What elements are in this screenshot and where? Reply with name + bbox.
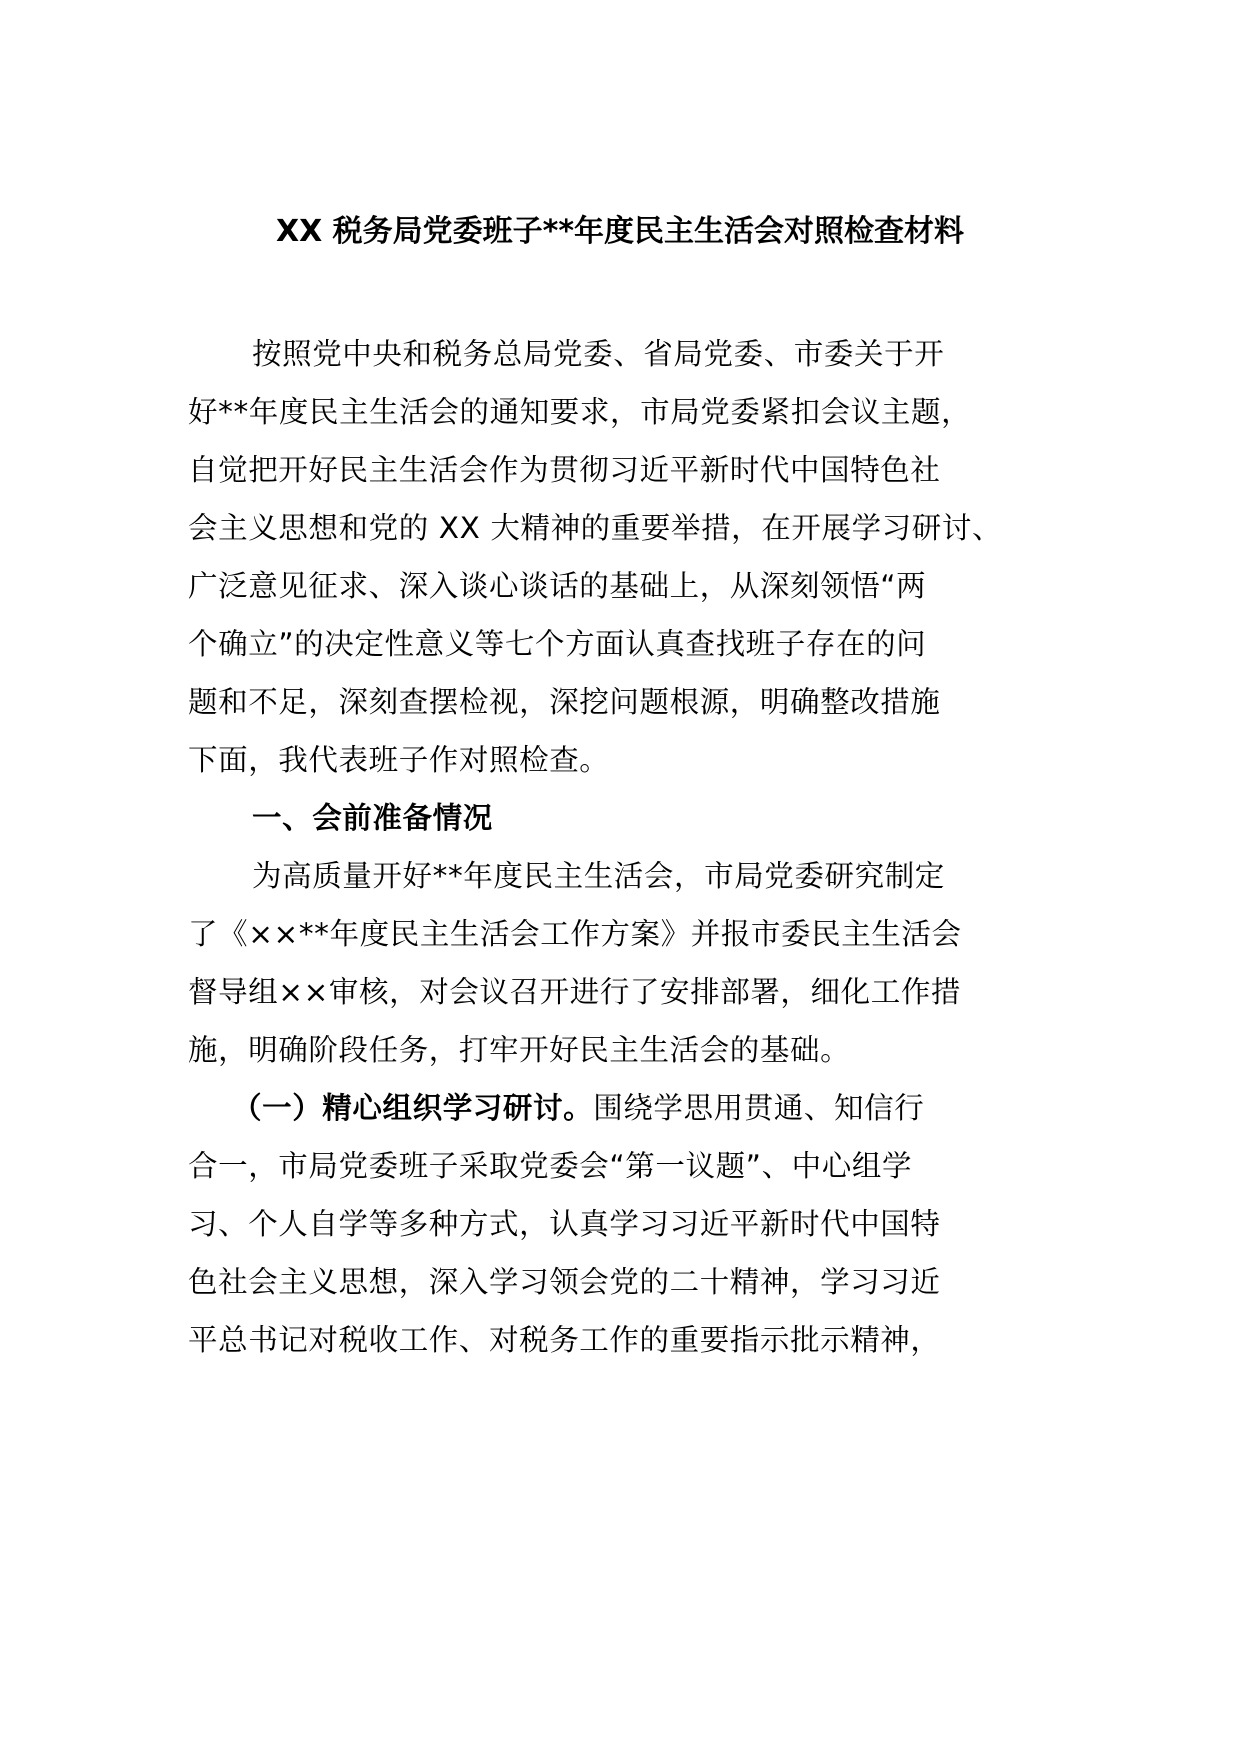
section1-line-1: 为高质量开好**年度民主生活会，市局党委研究制定 xyxy=(252,859,945,893)
section1-line-2: 了《××**年度民主生活会工作方案》并报市委民主生活会 xyxy=(188,917,962,951)
intro-line-4: 会主义思想和党的 XX 大精神的重要举措，在开展学习研讨、 xyxy=(188,511,1003,545)
subsection-first-line xyxy=(232,1088,1112,1128)
subsection1-line-4: 色社会主义思想，深入学习领会党的二十精神，学习习近 xyxy=(188,1265,941,1299)
section-heading-1: 一、会前准备情况 xyxy=(252,801,493,835)
intro-line-6: 个确立”的决定性意义等七个方面认真查找班子存在的问 xyxy=(188,627,927,661)
section1-line-3: 督导组××审核，对会议召开进行了安排部署，细化工作措 xyxy=(188,975,962,1009)
intro-line-5: 广泛意见征求、深入谈心谈话的基础上，从深刻领悟“两 xyxy=(188,569,927,603)
intro-line-2: 好**年度民主生活会的通知要求，市局党委紧扣会议主题， xyxy=(188,395,972,429)
section1-line-4: 施，明确阶段任务，打牢开好民主生活会的基础。 xyxy=(188,1033,851,1067)
subsection1-line-5: 平总书记对税收工作、对税务工作的重要指示批示精神， xyxy=(188,1323,941,1357)
intro-line-1: 按照党中央和税务总局党委、省局党委、市委关于开 xyxy=(252,337,945,371)
intro-line-7: 题和不足，深刻查摆检视，深挖问题根源，明确整改措施 xyxy=(188,685,941,719)
subsection1-line-2: 合一，市局党委班子采取党委会“第一议题”、中心组学 xyxy=(188,1149,913,1183)
subsection-first-line-text: 围绕学思用贯通、知信行 xyxy=(593,1091,925,1125)
subsection1-line-3: 习、个人自学等多种方式，认真学习习近平新时代中国特 xyxy=(188,1207,941,1241)
subsection-heading-1: （一）精心组织学习研讨。 xyxy=(232,1091,594,1125)
intro-line-3: 自觉把开好民主生活会作为贯彻习近平新时代中国特色社 xyxy=(188,453,941,487)
intro-line-8: 下面，我代表班子作对照检查。 xyxy=(188,743,610,777)
document-title: XX 税务局党委班子**年度民主生活会对照检查材料 xyxy=(275,214,965,249)
